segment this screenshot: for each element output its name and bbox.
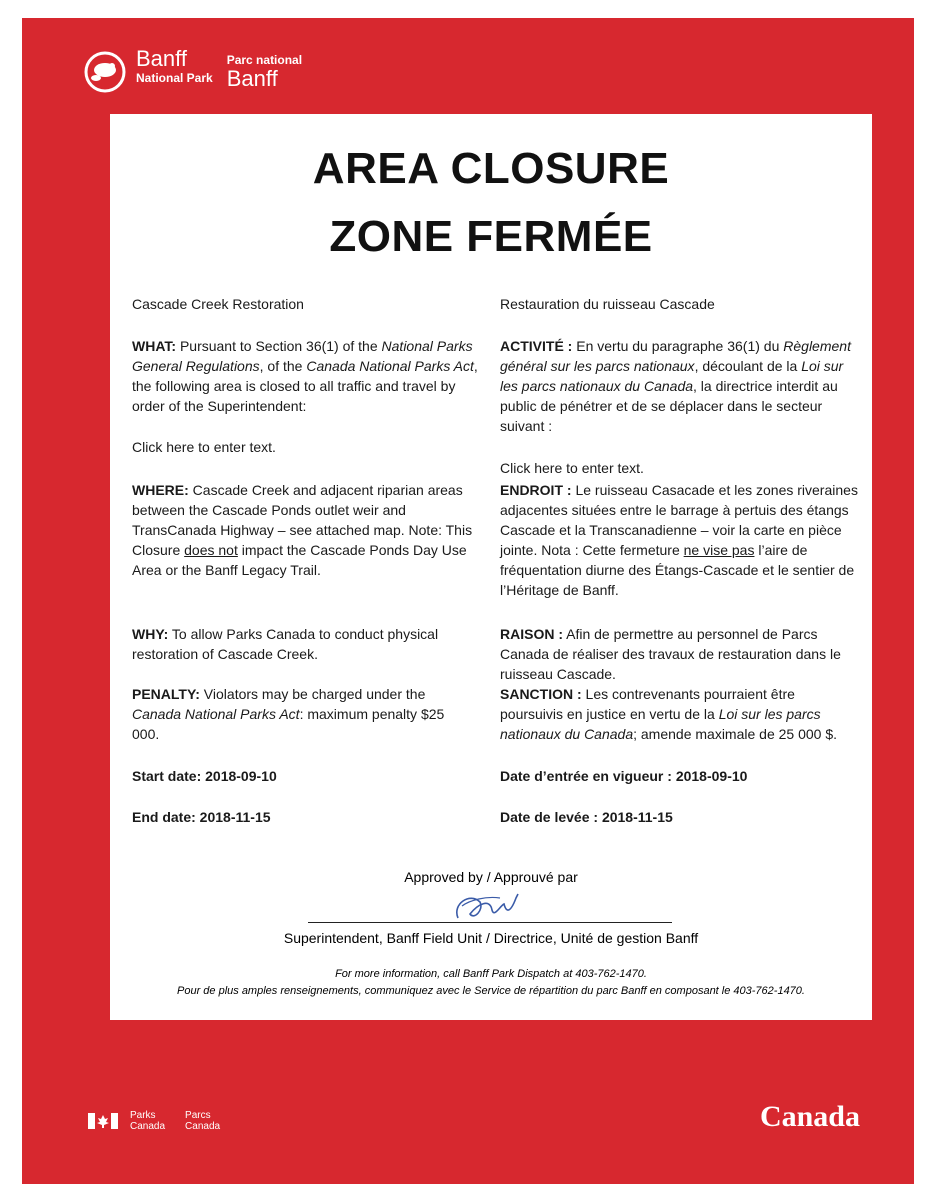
signature-line <box>308 922 672 923</box>
activite-text: , la directrice interdit au public de pénétrer et de se déplacer dans le secteur suivant : <box>500 378 838 434</box>
closure-poster <box>22 18 914 1184</box>
banff-national-park-logo <box>82 48 302 94</box>
sanction-text: Les contrevenants pourraient être poursuivis en justice en vertu de la <box>500 686 795 722</box>
french-sanction-paragraph <box>500 684 845 744</box>
what-regulation-name: National Parks General Regulations <box>132 338 473 374</box>
canada-text-fr: Canada <box>185 1121 221 1132</box>
english-why-paragraph <box>132 624 482 664</box>
english-end-date: End date: 2018-11-15 <box>132 809 271 825</box>
endroit-label: ENDROIT : <box>500 482 572 498</box>
canada-flag-icon <box>88 1113 118 1129</box>
what-text: , the following area is closed to all traffic and travel by order of the Superintendent: <box>132 358 478 414</box>
what-text: Pursuant to Section 36(1) of the <box>176 338 382 354</box>
canada-wordmark-text: Canada <box>759 1100 860 1133</box>
english-where-paragraph <box>132 480 482 580</box>
why-text: To allow Parks Canada to conduct physical restoration of Cascade Creek. <box>132 626 439 662</box>
handwritten-signature <box>440 884 530 934</box>
parks-canada-logo <box>88 1110 240 1132</box>
signer-title: Superintendent, Banff Field Unit / Directrice, Unité de gestion Banff <box>283 930 699 946</box>
french-end-date: Date de levée : 2018-11-15 <box>500 809 673 825</box>
logo-national-park-text: National Park <box>136 71 213 85</box>
english-start-date: Start date: 2018-09-10 <box>132 768 277 784</box>
where-emphasis: does not <box>184 542 238 558</box>
contact-info-english: For more information, call Banff Park Dispatch at 403-762-1470. <box>335 968 647 980</box>
endroit-text: Le ruisseau Casacade et les zones riveraines adjacentes situées entre le barrage à pertuis des étangs Cascade et la Transcanadienne – voir la carte en pièce jointe. Nota : Cette fermeture <box>500 482 858 558</box>
french-placeholder-field[interactable]: Click here to enter text. <box>500 460 644 476</box>
endroit-emphasis: ne vise pas <box>683 542 755 558</box>
sanction-text: ; amende maximale de 25 000 $. <box>633 726 838 742</box>
french-activite-paragraph <box>500 336 860 436</box>
notice-panel <box>110 114 872 1020</box>
penalty-text: Violators may be charged under the <box>199 686 426 702</box>
parks-text: Parks <box>130 1110 156 1121</box>
contact-info-french: Pour de plus amples renseignements, communiquez avec le Service de répartition du parc Banff en composant le 403-762-1470. <box>177 985 805 997</box>
english-placeholder-field[interactable]: Click here to enter text. <box>132 439 276 455</box>
title-english: AREA CLOSURE <box>312 144 670 193</box>
canada-text-en: Canada <box>130 1121 166 1132</box>
what-label: WHAT: <box>132 338 177 354</box>
english-heading: Cascade Creek Restoration <box>132 296 304 312</box>
activite-act-name: Loi sur les parcs nationaux du Canada <box>500 358 844 394</box>
sanction-label: SANCTION : <box>500 686 582 702</box>
approved-by-label: Approved by / Approuvé par <box>404 869 578 885</box>
activite-label: ACTIVITÉ : <box>500 338 573 354</box>
penalty-label: PENALTY: <box>132 686 200 702</box>
french-raison-paragraph <box>500 624 860 684</box>
contact-info <box>110 966 872 1000</box>
activite-text: , découlant de la <box>694 358 802 374</box>
french-endroit-paragraph <box>500 480 860 600</box>
french-start-date: Date d’entrée en vigueur : 2018-09-10 <box>500 768 748 784</box>
where-text: impact the Cascade Ponds Day Use Area or the Banff Legacy Trail. <box>132 542 467 578</box>
where-text: Cascade Creek and adjacent riparian areas between the Cascade Ponds outlet weir and TransCanada Highway – see attached map. Note: This Closure <box>132 482 473 558</box>
sanction-act-name: Loi sur les parcs nationaux du Canada <box>500 706 821 742</box>
title-french: ZONE FERMÉE <box>329 212 653 261</box>
french-heading: Restauration du ruisseau Cascade <box>500 296 715 312</box>
penalty-act-name: Canada National Parks Act <box>132 706 300 722</box>
logo-banff-fr-text: Banff <box>226 66 278 91</box>
activite-text: En vertu du paragraphe 36(1) du <box>572 338 784 354</box>
raison-label: RAISON : <box>500 626 563 642</box>
english-what-paragraph <box>132 336 482 416</box>
beaver-badge-icon <box>82 48 128 94</box>
penalty-text: : maximum penalty $25 000. <box>132 706 445 742</box>
what-text: , of the <box>259 358 307 374</box>
canada-wordmark <box>760 1100 860 1134</box>
logo-parc-national-text: Parc national <box>226 53 303 67</box>
logo-banff-text: Banff <box>136 46 187 71</box>
parcs-text: Parcs <box>185 1110 211 1121</box>
where-label: WHERE: <box>132 482 189 498</box>
why-label: WHY: <box>132 626 169 642</box>
raison-text: Afin de permettre au personnel de Parcs Canada de réaliser des travaux de restauration dans le ruisseau Cascade. <box>500 626 841 682</box>
what-act-name: Canada National Parks Act <box>306 358 474 374</box>
english-penalty-paragraph <box>132 684 462 744</box>
activite-regulation-name: Règlement général sur les parcs nationaux <box>500 338 851 374</box>
endroit-text: l’aire de fréquentation diurne des Étangs-Cascade et le sentier de l’Héritage de Banff. <box>500 542 855 598</box>
